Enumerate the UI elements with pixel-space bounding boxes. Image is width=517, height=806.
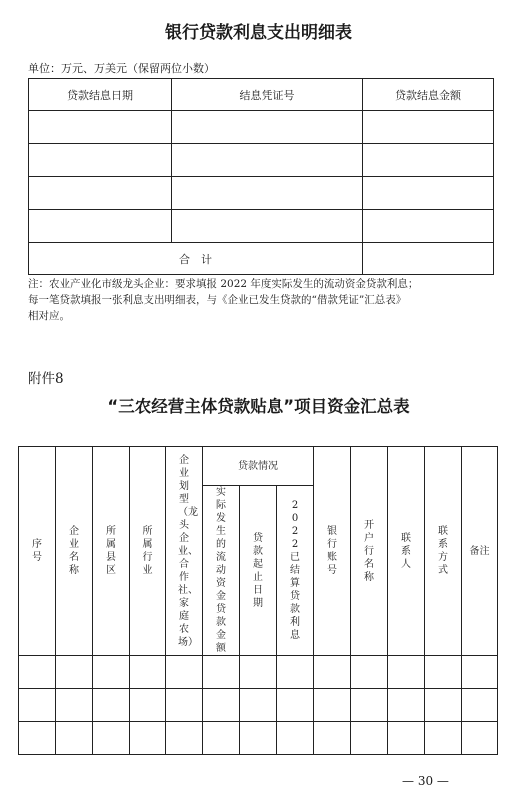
table-cell[interactable] <box>56 656 93 689</box>
note-line: 注：农业产业化市级龙头企业：要求填报 2022 年度实际发生的流动资金贷款利息； <box>28 278 419 290</box>
header-bank-name: 开户行名称 <box>351 447 388 656</box>
header-voucher-number: 结息凭证号 <box>172 79 363 111</box>
table-cell[interactable] <box>363 111 494 144</box>
table-cell[interactable] <box>240 656 277 689</box>
table-cell[interactable] <box>19 722 56 755</box>
header-remark: 备注 <box>462 447 498 656</box>
table-cell[interactable] <box>240 722 277 755</box>
table-row <box>29 177 494 210</box>
table-cell[interactable] <box>203 689 240 722</box>
table-cell[interactable] <box>19 689 56 722</box>
header-loan-group: 贷款情况 <box>203 447 314 486</box>
unit-label: 单位：万元、万美元（保留两位小数） <box>28 62 215 75</box>
table-cell[interactable] <box>314 722 351 755</box>
page-number: — 30 — <box>402 774 449 788</box>
header-settlement-date: 贷款结息日期 <box>29 79 172 111</box>
table-cell[interactable] <box>277 689 314 722</box>
table-cell[interactable] <box>19 656 56 689</box>
table-cell[interactable] <box>203 722 240 755</box>
table-cell[interactable] <box>314 689 351 722</box>
header-bank-account: 银行账号 <box>314 447 351 656</box>
table-cell[interactable] <box>314 656 351 689</box>
table-cell[interactable] <box>351 656 388 689</box>
table-cell[interactable] <box>462 689 498 722</box>
table-cell[interactable] <box>203 656 240 689</box>
table-cell[interactable] <box>93 722 130 755</box>
header-enterprise-type: 企业划型（龙头企业、合作社、家庭农场） <box>166 447 203 656</box>
table-cell[interactable] <box>130 689 166 722</box>
table-cell[interactable] <box>29 111 172 144</box>
table-cell[interactable] <box>425 689 462 722</box>
table-row <box>29 111 494 144</box>
table-cell[interactable] <box>425 722 462 755</box>
header-serial: 序号 <box>19 447 56 656</box>
header-settlement-amount: 贷款结息金额 <box>363 79 494 111</box>
table-cell[interactable] <box>363 210 494 243</box>
total-amount-cell[interactable] <box>363 243 494 275</box>
table-cell[interactable] <box>130 722 166 755</box>
table-cell[interactable] <box>363 177 494 210</box>
table-row <box>29 144 494 177</box>
table-row <box>29 210 494 243</box>
total-label: 合 计 <box>29 243 363 275</box>
note-line: 每一笔贷款填报一张利息支出明细表，与《企业已发生贷款的“借款凭证”汇总表》 <box>28 294 407 306</box>
table-cell[interactable] <box>462 656 498 689</box>
table-cell[interactable] <box>172 111 363 144</box>
table-cell[interactable] <box>277 722 314 755</box>
table1-title: 银行贷款利息支出明细表 <box>165 23 352 43</box>
table2-title: “三农经营主体贷款贴息”项目资金汇总表 <box>107 397 410 416</box>
header-interest-2022: 2022已结算贷款利息 <box>277 486 314 656</box>
table-cell[interactable] <box>172 177 363 210</box>
table-cell[interactable] <box>388 689 425 722</box>
table-cell[interactable] <box>172 144 363 177</box>
table-cell[interactable] <box>166 656 203 689</box>
table-cell[interactable] <box>93 689 130 722</box>
table-cell[interactable] <box>462 722 498 755</box>
table-cell[interactable] <box>166 689 203 722</box>
table-cell[interactable] <box>277 656 314 689</box>
table-cell[interactable] <box>29 144 172 177</box>
table-row <box>19 689 498 722</box>
table-cell[interactable] <box>93 656 130 689</box>
table-cell[interactable] <box>56 689 93 722</box>
attachment-label: 附件8 <box>28 371 64 387</box>
table1-note <box>28 276 498 324</box>
note-line: 相对应。 <box>28 310 70 322</box>
header-contact: 联系人 <box>388 447 425 656</box>
header-county: 所属县区 <box>93 447 130 656</box>
table-cell[interactable] <box>166 722 203 755</box>
table-cell[interactable] <box>425 656 462 689</box>
header-loan-amount: 实际发生的流动资金贷款金额 <box>203 486 240 656</box>
table-row <box>19 656 498 689</box>
total-row <box>29 243 494 275</box>
interest-detail-table <box>28 78 494 275</box>
header-enterprise-name: 企业名称 <box>56 447 93 656</box>
table-cell[interactable] <box>130 656 166 689</box>
table-cell[interactable] <box>240 689 277 722</box>
table-cell[interactable] <box>172 210 363 243</box>
table-cell[interactable] <box>29 177 172 210</box>
header-industry: 所属行业 <box>130 447 166 656</box>
header-loan-period: 贷款起止日期 <box>240 486 277 656</box>
table-cell[interactable] <box>56 722 93 755</box>
header-phone: 联系方式 <box>425 447 462 656</box>
table-cell[interactable] <box>388 722 425 755</box>
table-cell[interactable] <box>351 722 388 755</box>
table-row <box>19 722 498 755</box>
table-cell[interactable] <box>351 689 388 722</box>
table-cell[interactable] <box>388 656 425 689</box>
subsidy-summary-table <box>18 446 498 755</box>
table-cell[interactable] <box>363 144 494 177</box>
table-cell[interactable] <box>29 210 172 243</box>
